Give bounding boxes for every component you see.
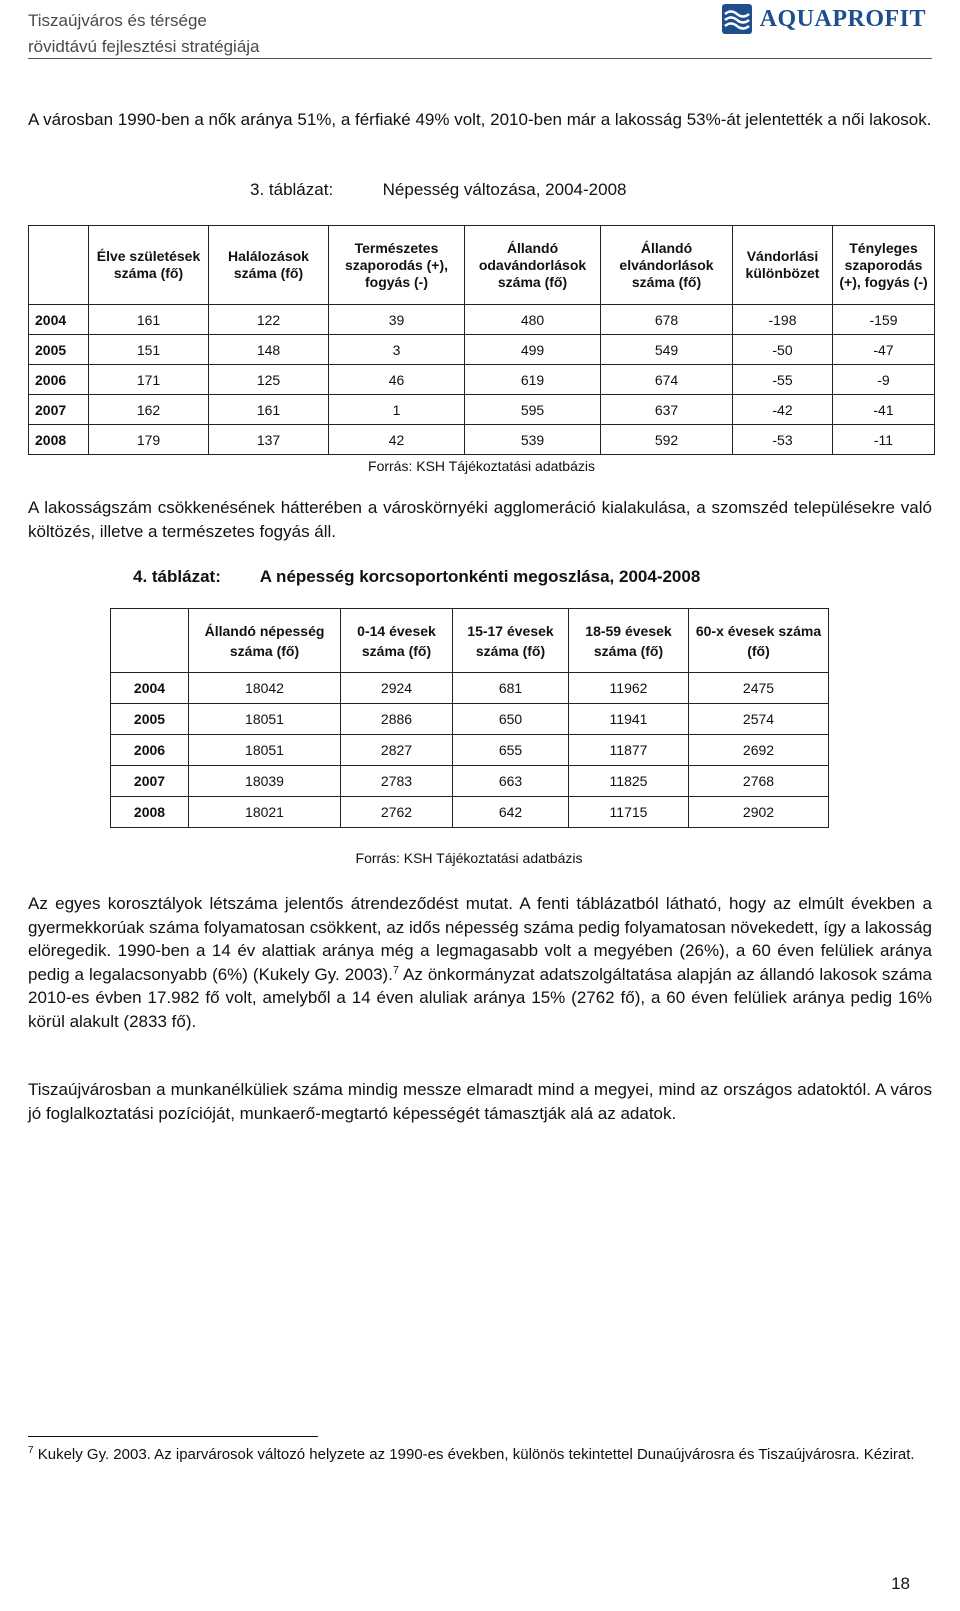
table-row <box>111 704 829 735</box>
table-cell: 11941 <box>569 704 689 735</box>
page-number: 18 <box>891 1574 910 1593</box>
table-cell: 137 <box>209 425 329 455</box>
table-cell: 18039 <box>189 766 341 797</box>
header-cell: 18-59 évesek száma (fő) <box>569 609 689 673</box>
table-row <box>29 305 935 335</box>
table-cell: 592 <box>601 425 733 455</box>
header-cell: Élve születések száma (fő) <box>89 226 209 305</box>
year-cell: 2008 <box>111 797 189 828</box>
table-cell: -42 <box>733 395 833 425</box>
year-cell: 2004 <box>111 673 189 704</box>
table-cell: 637 <box>601 395 733 425</box>
header-cell: Vándorlási különbözet <box>733 226 833 305</box>
table-cell: 161 <box>209 395 329 425</box>
table-header-row <box>29 226 935 305</box>
table-cell: 3 <box>329 335 465 365</box>
table-cell: 2692 <box>689 735 829 766</box>
table-cell: 650 <box>453 704 569 735</box>
year-cell: 2007 <box>29 395 89 425</box>
table-cell: 678 <box>601 305 733 335</box>
footnote-reference[interactable]: 7 <box>392 963 400 976</box>
year-cell: 2007 <box>111 766 189 797</box>
table4-source: Forrás: KSH Tájékoztatási adatbázis <box>355 850 583 866</box>
table-cell: 39 <box>329 305 465 335</box>
table-cell: 2827 <box>341 735 453 766</box>
aquaprofit-logo <box>722 4 926 34</box>
table-row <box>29 425 935 455</box>
header-cell: Állandó elvándorlások száma (fő) <box>601 226 733 305</box>
year-cell: 2006 <box>111 735 189 766</box>
table4-caption-title: A népesség korcsoportonkénti megoszlása, 2004-2008 <box>259 567 701 586</box>
table-cell: -53 <box>733 425 833 455</box>
table-cell: -11 <box>833 425 935 455</box>
table-cell: 11962 <box>569 673 689 704</box>
table-cell: 18051 <box>189 735 341 766</box>
table-cell: -159 <box>833 305 935 335</box>
table-cell: 2924 <box>341 673 453 704</box>
table-cell: -50 <box>733 335 833 365</box>
table-cell: 2902 <box>689 797 829 828</box>
paragraph-age-groups <box>28 892 932 1033</box>
table-cell: 499 <box>465 335 601 365</box>
table-cell: 161 <box>89 305 209 335</box>
footnote <box>28 1444 932 1466</box>
table-cell: 663 <box>453 766 569 797</box>
header-cell: 0-14 évesek száma (fő) <box>341 609 453 673</box>
footnote-divider <box>28 1436 318 1437</box>
table-cell: 655 <box>453 735 569 766</box>
table-source-row <box>29 455 935 478</box>
header-cell-empty <box>111 609 189 673</box>
table-cell: 681 <box>453 673 569 704</box>
paragraph-agglomeration: A lakosságszám csökkenésének hátterében a városkörnyéki agglomeráció kialakulása, a szomszéd településekre való költözés, illetve a természetes fogyás áll. <box>28 498 932 541</box>
table-cell: 2475 <box>689 673 829 704</box>
table-cell: 642 <box>453 797 569 828</box>
table-cell: 148 <box>209 335 329 365</box>
table-cell: 18051 <box>189 704 341 735</box>
table-cell: 480 <box>465 305 601 335</box>
table-cell: -198 <box>733 305 833 335</box>
population-change-table <box>28 225 935 477</box>
table-row <box>111 673 829 704</box>
table3-caption-title: Népesség változása, 2004-2008 <box>382 180 627 199</box>
header-cell: Tényleges szaporodás (+), fogyás (-) <box>833 226 935 305</box>
footnote-number: 7 <box>28 1445 34 1456</box>
header-line-1: Tiszaújváros és térsége <box>28 11 207 30</box>
table3-caption <box>250 180 626 200</box>
footnote-text: Kukely Gy. 2003. Az iparvárosok változó helyzete az 1990-es években, különös tekintettel Dunaújvárosra és Tiszaújvárosra. Kézirat. <box>33 1446 915 1463</box>
age-group-table <box>110 608 829 828</box>
header-cell: Állandó népesség száma (fő) <box>189 609 341 673</box>
header-divider <box>28 58 932 59</box>
table-cell: 2768 <box>689 766 829 797</box>
year-cell: 2008 <box>29 425 89 455</box>
table-cell: 1 <box>329 395 465 425</box>
table3-caption-number: 3. táblázat: <box>250 180 334 199</box>
table-cell: 2886 <box>341 704 453 735</box>
table-cell: 539 <box>465 425 601 455</box>
table-row <box>29 335 935 365</box>
table-cell: 11825 <box>569 766 689 797</box>
wave-logo-icon <box>722 4 752 34</box>
header-cell: 60-x évesek száma (fő) <box>689 609 829 673</box>
document-header <box>28 8 260 60</box>
table-row <box>111 766 829 797</box>
intro-paragraph: A városban 1990-ben a nők aránya 51%, a férfiaké 49% volt, 2010-ben már a lakosság 53%-át jelentették a női lakosok. <box>28 110 932 129</box>
header-cell: 15-17 évesek száma (fő) <box>453 609 569 673</box>
table-cell: 11877 <box>569 735 689 766</box>
paragraph-unemployment: Tiszaújvárosban a munkanélküliek száma mindig messze elmaradt mind a megyei, mind az országos adatoktól. A város jó foglalkoztatási pozícióját, munkaerő-megtartó képességét támasztják alá az adatok. <box>28 1080 932 1123</box>
table3-source: Forrás: KSH Tájékoztatási adatbázis <box>368 458 595 474</box>
table-cell: 2762 <box>341 797 453 828</box>
table-cell: 46 <box>329 365 465 395</box>
table-cell: -47 <box>833 335 935 365</box>
table-cell: 11715 <box>569 797 689 828</box>
header-cell: Állandó odavándorlások száma (fő) <box>465 226 601 305</box>
table-cell: 122 <box>209 305 329 335</box>
table-row <box>29 365 935 395</box>
table-cell: 125 <box>209 365 329 395</box>
table4-caption-number: 4. táblázat: <box>133 567 221 586</box>
logo-text: AQUAPROFIT <box>759 5 926 32</box>
table-cell: 619 <box>465 365 601 395</box>
table-cell: -41 <box>833 395 935 425</box>
year-cell: 2005 <box>29 335 89 365</box>
year-cell: 2006 <box>29 365 89 395</box>
year-cell: 2005 <box>111 704 189 735</box>
table-cell: -55 <box>733 365 833 395</box>
paragraph-text: Az önkormányzat adatszolgáltatása alapján az állandó lakosok száma 2010-es évben 17.982 fő volt, amelyből a 14 éven aluliak aránya 15% (2762 fő), a 60 éven felüliek aránya pedig 16% körül alakult (2833 fő). <box>28 964 932 1031</box>
table-cell: 171 <box>89 365 209 395</box>
table-cell: 179 <box>89 425 209 455</box>
table-header-row <box>111 609 829 673</box>
table-row <box>29 395 935 425</box>
header-cell: Halálozások száma (fő) <box>209 226 329 305</box>
year-cell: 2004 <box>29 305 89 335</box>
header-cell: Természetes szaporodás (+), fogyás (-) <box>329 226 465 305</box>
table-cell: 42 <box>329 425 465 455</box>
table-cell: 18021 <box>189 797 341 828</box>
table-cell: 162 <box>89 395 209 425</box>
table-cell: 674 <box>601 365 733 395</box>
table-row <box>111 735 829 766</box>
table4-caption <box>133 567 700 587</box>
table-row <box>111 797 829 828</box>
table-cell: 2574 <box>689 704 829 735</box>
table-cell: -9 <box>833 365 935 395</box>
paragraph-text: Az egyes korosztályok létszáma jelentős átrendeződést mutat. A fenti táblázatból látható, hogy az elmúlt években a gyermekkorúak száma folyamatosan csökkent, az idős népesség száma pedig folyamatosan növekedett, így a lakosság elöregedik. 1990-ben a 14 év alattiak aránya még a legmagasabb volt a megyében (26%), a 60 éven felüliek aránya pedig a legalacsonyabb (6%) (Kukely Gy. 2003). <box>28 894 932 984</box>
header-cell-empty <box>29 226 89 305</box>
header-line-2: rövidtávú fejlesztési stratégiája <box>28 37 260 56</box>
table-cell: 595 <box>465 395 601 425</box>
table-cell: 18042 <box>189 673 341 704</box>
table-cell: 151 <box>89 335 209 365</box>
table-cell: 549 <box>601 335 733 365</box>
table-cell: 2783 <box>341 766 453 797</box>
